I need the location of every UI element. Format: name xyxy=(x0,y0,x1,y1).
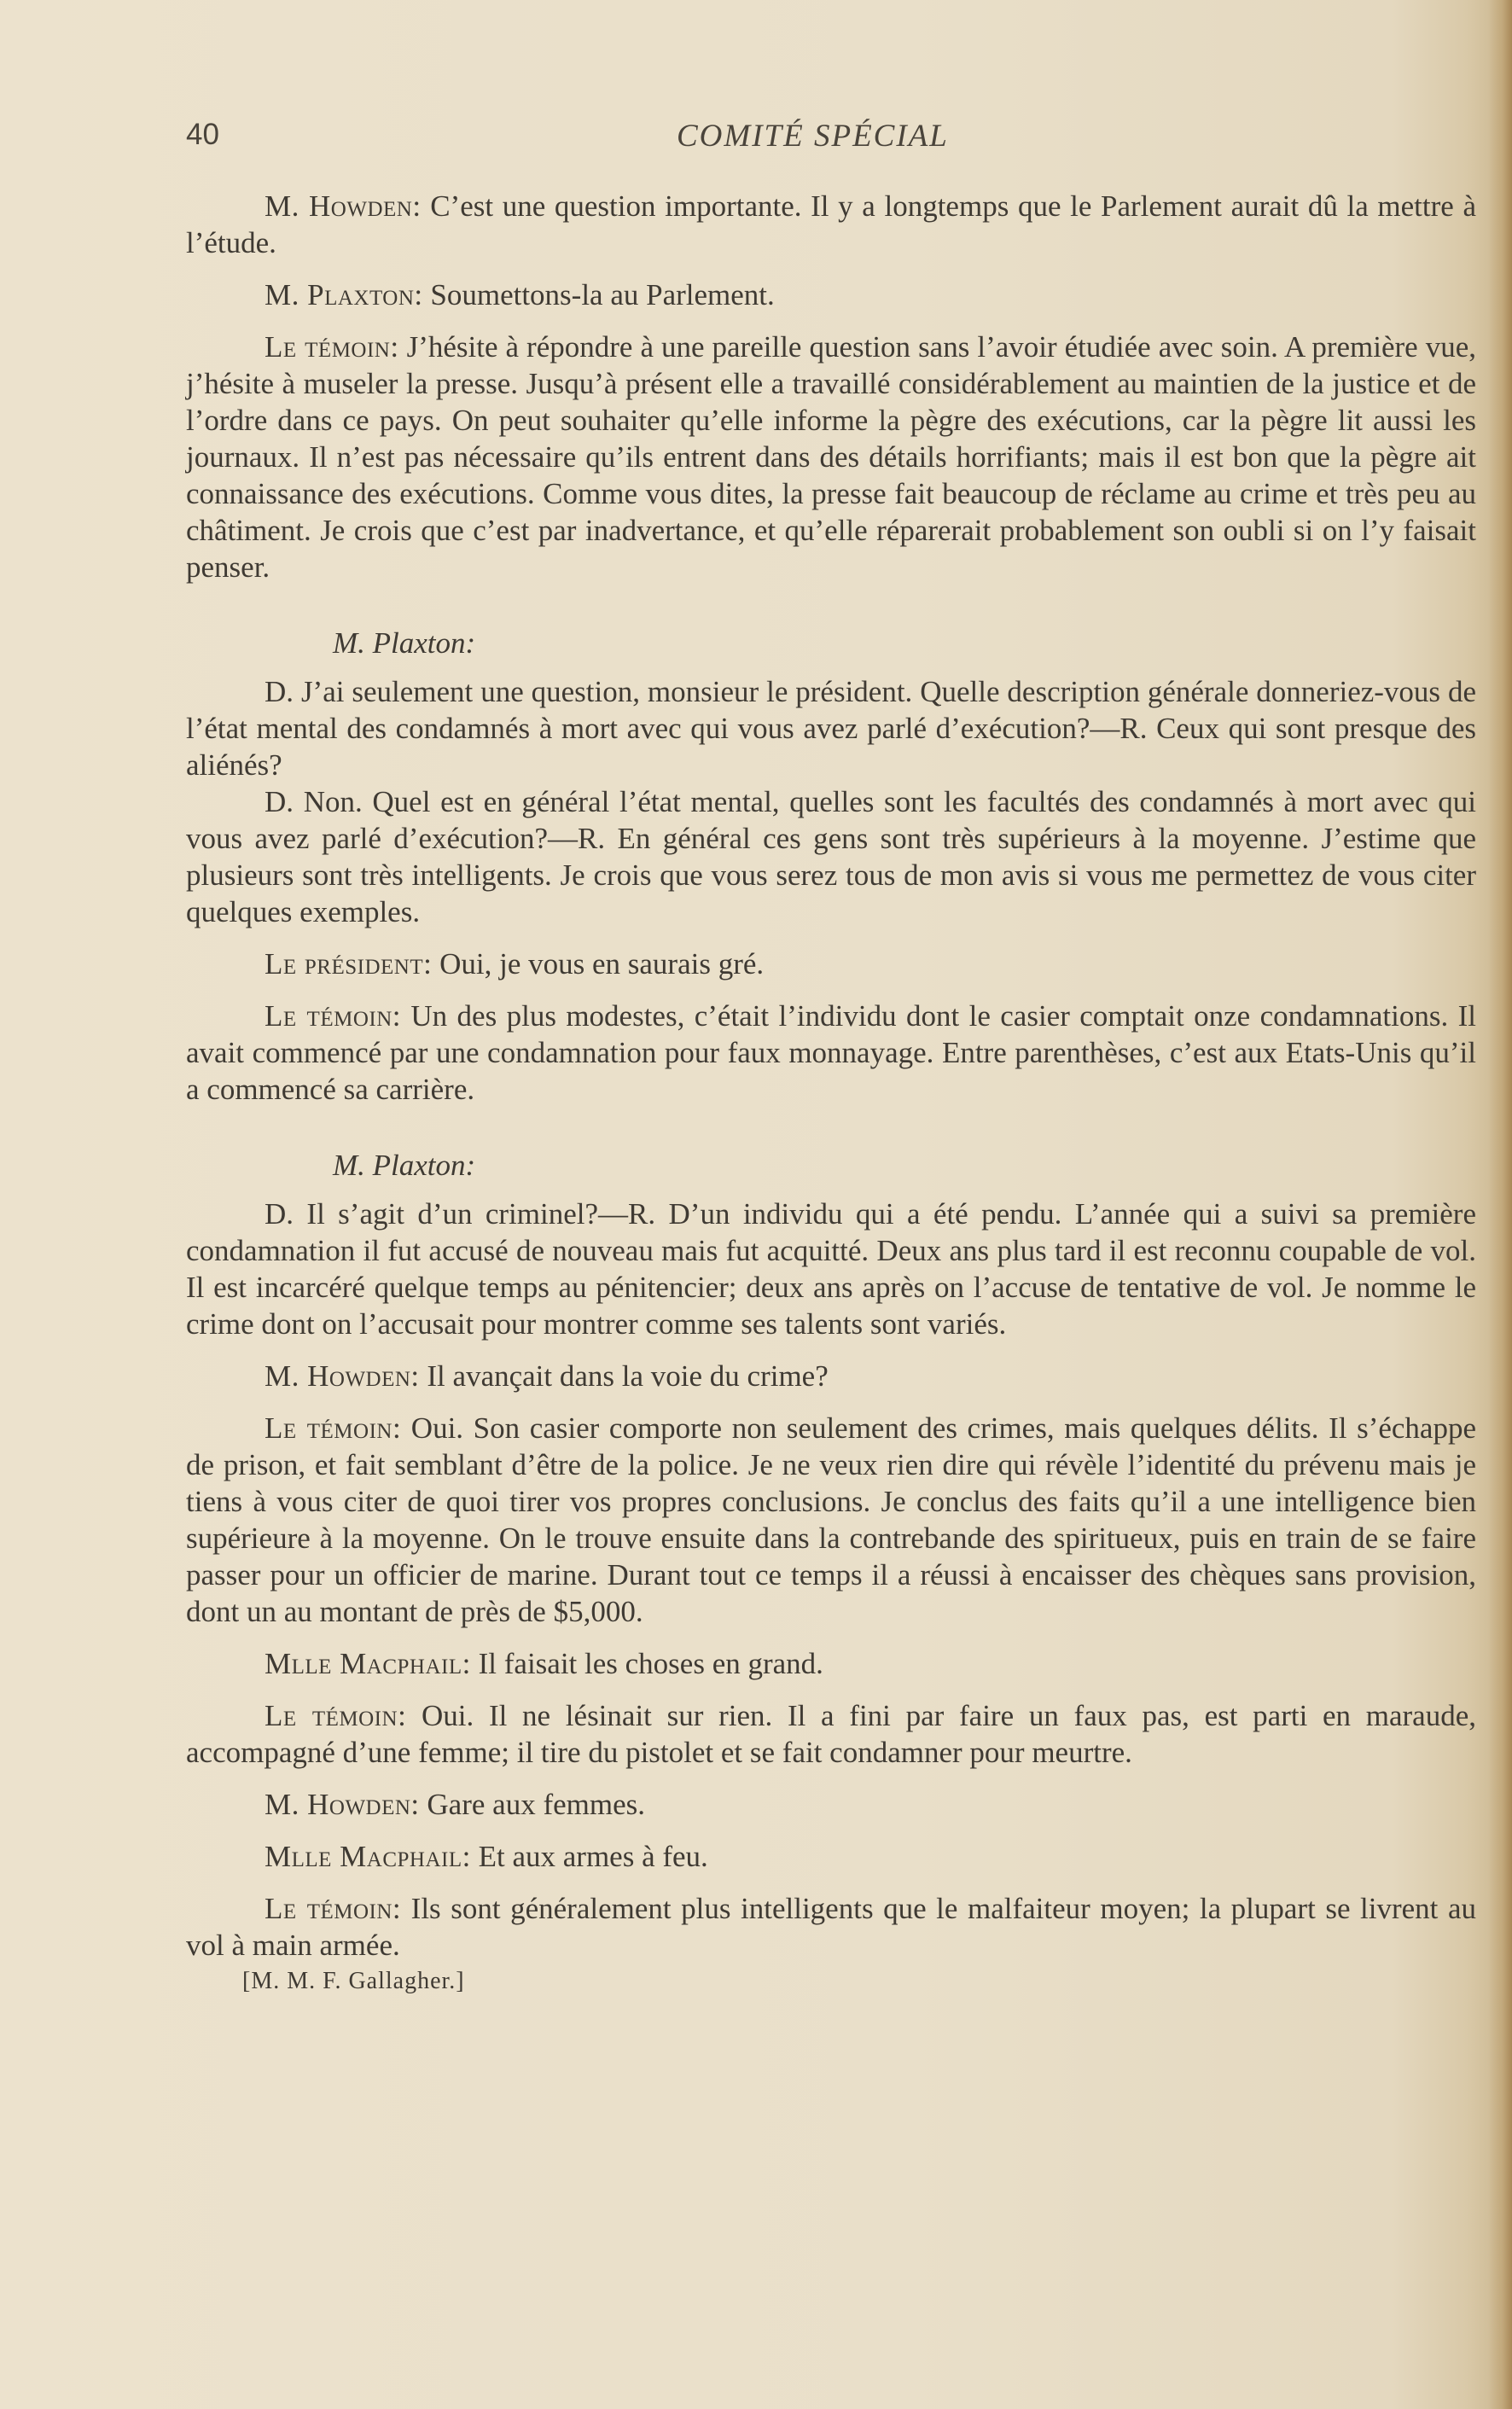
page-number: 40 xyxy=(186,118,219,151)
examiner-heading: M. Plaxton: xyxy=(333,626,476,660)
transcript-paragraph xyxy=(186,1410,1476,1630)
paragraph-text: Il faisait les choses en grand. xyxy=(470,1647,823,1680)
transcript-paragraph xyxy=(186,1786,1476,1823)
paragraph-text: J’hésite à répondre à une pareille question sans l’avoir étudiée avec soin. A première vue, j’hésite à museler la presse. Jusqu’à présent elle a travaillé considérablement au maintien de la justice et de l’ordre dans ce pays. On peut souhaiter qu’elle informe la pègre des exécutions, car la pègre lit aussi les journaux. Il n’est pas nécessaire qu’ils entrent dans des détails horrifiants; mais il est bon que la pègre ait connaissance des exécutions. Comme vous dites, la presse fait beaucoup de réclame au crime et très peu au châtiment. Je crois que c’est par inadvertance, et qu’elle réparerait probablement son oubli si on l’y faisait penser. xyxy=(186,330,1476,584)
speaker-label: Mlle Macphail: xyxy=(265,1840,471,1873)
transcript-paragraph xyxy=(186,1697,1476,1771)
transcript-paragraph xyxy=(186,1838,1476,1875)
transcript-paragraph xyxy=(186,276,1476,313)
speaker-label: M. Howden: xyxy=(265,189,422,223)
paragraph-text: Un des plus modestes, c’était l’individu dont le casier comptait onze condamnations. Il avait commencé par une condamnation pour faux monnayage. Entre parenthèses, c’est aux Etats-Unis qu’il a commencé sa carrière. xyxy=(186,999,1476,1106)
paragraph-text: Ils sont généralement plus intelligents que le malfaiteur moyen; la plupart se livrent au vol à main armée. xyxy=(186,1892,1476,1962)
speaker-label: Le témoin: xyxy=(265,1892,402,1925)
paragraph-text: Oui, je vous en saurais gré. xyxy=(432,947,765,980)
paragraph-text: C’est une question importante. Il y a longtemps que le Parlement aurait dû la mettre à l’étude. xyxy=(186,189,1476,259)
speaker-label: Le témoin: xyxy=(265,1699,407,1732)
paragraph-text: Gare aux femmes. xyxy=(419,1788,645,1821)
question-answer-paragraph: D. Non. Quel est en général l’état mental, quelles sont les facultés des condamnés à mort avec qui vous avez parlé d’exécution?—R. En général ces gens sont très supérieurs à la moyenne. J’estime que plusieurs sont très intelligents. Je crois que vous serez tous de mon avis si vous me permettez de vous citer quelques exemples. xyxy=(186,785,1476,928)
transcript-paragraph xyxy=(186,1358,1476,1394)
paragraph-text: Oui. Son casier comporte non seulement des crimes, mais quelques délits. Il s’échappe de prison, et fait semblant d’être de la police. Je ne veux rien dire qui révèle l’identité du prévenu mais je tiens à vous citer de quoi tirer vos propres conclusions. Je conclus des faits qu’il a une intelligence bien supérieure à la moyenne. On le trouve ensuite dans la contrebande des spiritueux, puis en train de se faire passer pour un officier de marine. Durant tout ce temps il a réussi à encaisser des chèques sans provision, dont un au montant de près de $5,000. xyxy=(186,1411,1476,1628)
paragraph-text: Oui. Il ne lésinait sur rien. Il a fini par faire un faux pas, est parti en maraude, accompagné d’une femme; il tire du pistolet et se fait condamner pour meurtre. xyxy=(186,1699,1476,1769)
transcript-paragraph xyxy=(186,998,1476,1108)
paragraph-text: Il avançait dans la voie du crime? xyxy=(419,1359,829,1393)
examiner-heading: M. Plaxton: xyxy=(333,1149,476,1182)
transcript-body xyxy=(186,188,1476,1996)
speaker-label: Le témoin: xyxy=(265,330,399,364)
question-answer-paragraph: D. J’ai seulement une question, monsieur le président. Quelle description générale donneriez-vous de l’état mental des condamnés à mort avec qui vous avez parlé d’exécution?—R. Ceux qui sont presque des aliénés? xyxy=(186,675,1476,782)
page-edge-shadow xyxy=(1488,0,1512,2409)
paragraph-text: Et aux armes à feu. xyxy=(470,1840,708,1873)
transcript-paragraph xyxy=(186,1890,1476,1964)
speaker-label: M. Howden: xyxy=(265,1788,420,1821)
transcript-paragraph xyxy=(186,946,1476,982)
speaker-label: Le témoin: xyxy=(265,1411,402,1445)
speaker-label: Mlle Macphail: xyxy=(265,1647,471,1680)
transcript-paragraph xyxy=(186,329,1476,585)
question-answer-paragraph: D. Il s’agit d’un criminel?—R. D’un individu qui a été pendu. L’année qui a suivi sa première condamnation il fut accusé de nouveau mais fut acquitté. Deux ans plus tard il est reconnu coupable de vol. Il est incarcéré quelque temps au pénitencier; deux ans après on l’accuse de tentative de vol. Je nomme le crime dont on l’accusait pour montrer comme ses talents sont variés. xyxy=(186,1197,1476,1341)
speaker-label: Le président: xyxy=(265,947,433,980)
speaker-label: M. Plaxton: xyxy=(265,278,423,311)
page-header xyxy=(186,118,1474,160)
witness-note: [M. M. F. Gallagher.] xyxy=(242,1968,465,1994)
paragraph-text: Soumettons-la au Parlement. xyxy=(422,278,775,311)
transcript-paragraph xyxy=(186,1645,1476,1682)
speaker-label: M. Howden: xyxy=(265,1359,420,1393)
transcript-paragraph xyxy=(186,188,1476,261)
speaker-label: Le témoin: xyxy=(265,999,401,1033)
running-title: COMITÉ SPÉCIAL xyxy=(677,119,949,154)
